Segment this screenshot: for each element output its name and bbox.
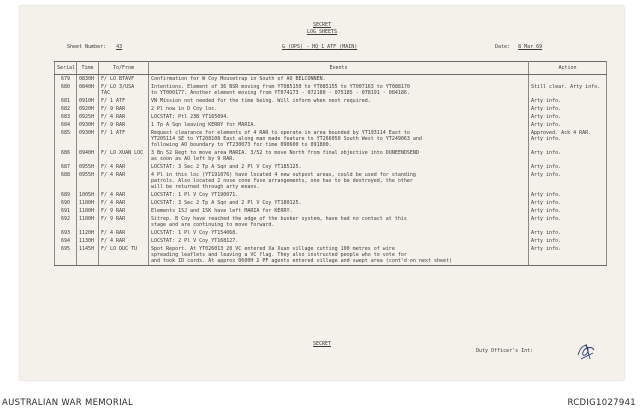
duty-officer-signature <box>575 341 597 361</box>
action-cell: Arty info. <box>529 191 607 199</box>
table-row <box>55 237 607 245</box>
archive-watermark: AUSTRALIAN WAR MEMORIAL <box>2 398 134 408</box>
table-row <box>55 97 607 105</box>
table-row <box>55 113 607 121</box>
table-row <box>55 229 607 237</box>
sheet-number-value: 43 <box>116 44 123 50</box>
to-from-cell: F/ 1 ATF <box>99 97 149 105</box>
record-id-watermark: RCDIG1027941 <box>567 398 636 408</box>
action-cell: Arty info. <box>529 229 607 237</box>
event-cell: Request clearance for elements of 4 RAR to operate in area bounded by YT193114 East to YT205114 SE to YT208108 East along man made feature to YT266050 South West to YT249063 and following AO boundary to YT230073 for time 090600 to 091800. <box>149 129 529 149</box>
table-row <box>55 105 607 113</box>
table-row <box>55 83 607 97</box>
classification-header: SECRET <box>312 22 332 28</box>
time-cell: 0930H <box>77 129 99 149</box>
table-header-row <box>55 62 607 75</box>
table-row <box>55 171 607 191</box>
event-cell: 3 Bn 52 Regt to move area MARIA. 3/52 to move North from final objective into DUNEENDSEND as soon as AO left by 9 RAR. <box>149 149 529 163</box>
event-cell: Elements 15J and 15K have left MARIA for KERRY. <box>149 207 529 215</box>
log-sheet-page <box>20 6 624 380</box>
serial-cell: 691 <box>55 207 77 215</box>
time-cell: 1130H <box>77 237 99 245</box>
event-cell: Confirmation for W Coy Mousetrap in South of AO BELCONNEN. <box>149 75 529 84</box>
time-cell: 0920H <box>77 105 99 113</box>
serial-cell: 686 <box>55 149 77 163</box>
table-row <box>55 149 607 163</box>
to-from-cell: F/ 9 RAR <box>99 105 149 113</box>
time-cell: 1100H <box>77 215 99 229</box>
to-from-cell: F/ 1 ATF <box>99 129 149 149</box>
event-cell: 1 Tp A Sqn leaving KERRY for MARIA. <box>149 121 529 129</box>
action-cell: Arty info. <box>529 97 607 105</box>
serial-cell: 688 <box>55 171 77 191</box>
to-from-cell: F/ LO DUC TU <box>99 245 149 266</box>
table-row <box>55 245 607 266</box>
to-from-cell: F/ 9 RAR <box>99 207 149 215</box>
log-table <box>54 61 607 266</box>
serial-cell: 682 <box>55 105 77 113</box>
time-cell: 0925H <box>77 113 99 121</box>
serial-cell: 693 <box>55 229 77 237</box>
table-row <box>55 199 607 207</box>
serial-cell: 685 <box>55 129 77 149</box>
event-cell: LOCSTAT: 3 Sec 2 Tp A Sqn and 2 Pl V Coy YT185125. <box>149 163 529 171</box>
to-from-cell: F/ 4 RAR <box>99 163 149 171</box>
table-row <box>55 121 607 129</box>
action-cell: Arty info. <box>529 207 607 215</box>
event-cell: VN Mission not needed for the time being. Will inform when next required. <box>149 97 529 105</box>
table-row <box>55 75 607 84</box>
time-cell: 1005H <box>77 191 99 199</box>
date-label: Date: <box>495 44 511 50</box>
event-cell: 2 Pl now in D Coy loc. <box>149 105 529 113</box>
to-from-cell: F/ 9 RAR <box>99 121 149 129</box>
serial-cell: 687 <box>55 163 77 171</box>
serial-cell: 689 <box>55 191 77 199</box>
action-cell: Arty info. <box>529 163 607 171</box>
column-header-events: Events <box>149 62 529 75</box>
sheet-number <box>67 45 122 51</box>
serial-cell: 679 <box>55 75 77 84</box>
time-cell: 0930H <box>77 121 99 129</box>
log-table-body <box>55 75 607 266</box>
event-cell: Spot Report. At YT026013 20 VC entered Xa Xuan village cutting 100 metres of wire spreading leaflets and leaving a VC flag. They also instructed people who to vote for and took ID cards. At approx 0600H 2 PF agents entered village and swept area (cont'd on next sheet) <box>149 245 529 266</box>
action-cell: Approved. Ack 4 RAR. Arty info. <box>529 129 607 149</box>
to-from-cell: F/ 4 RAR <box>99 113 149 121</box>
to-from-cell: F/ 4 RAR <box>99 191 149 199</box>
action-cell: Arty info. <box>529 121 607 129</box>
log-date <box>495 45 542 51</box>
action-cell: Arty info. <box>529 245 607 266</box>
table-row <box>55 129 607 149</box>
serial-cell: 690 <box>55 199 77 207</box>
column-header-time: Time <box>77 62 99 75</box>
sheet-number-label: Sheet Number: <box>67 44 107 50</box>
time-cell: 0910H <box>77 97 99 105</box>
time-cell: 1145H <box>77 245 99 266</box>
serial-cell: 694 <box>55 237 77 245</box>
action-cell: Arty info. <box>529 199 607 207</box>
to-from-cell: F/ 4 RAR <box>99 171 149 191</box>
column-header-action: Action <box>529 62 607 75</box>
action-cell: Arty info. <box>529 237 607 245</box>
action-cell: Still clear. Arty info. <box>529 83 607 97</box>
serial-cell: 680 <box>55 83 77 97</box>
time-cell: 0840H <box>77 83 99 97</box>
action-cell: Arty info. <box>529 215 607 229</box>
column-header-to-from: To/From <box>99 62 149 75</box>
serial-cell: 681 <box>55 97 77 105</box>
to-from-cell: F/ LO XUAN LOC <box>99 149 149 163</box>
action-cell: Arty info. <box>529 149 607 163</box>
to-from-cell: F/ 4 RAR <box>99 229 149 237</box>
to-from-cell: F/ 9 RAR <box>99 215 149 229</box>
serial-cell: 684 <box>55 121 77 129</box>
action-cell: Arty info. <box>529 113 607 121</box>
document-title: G (OPS) - HQ 1 ATF (MAIN) <box>282 44 358 50</box>
serial-cell: 695 <box>55 245 77 266</box>
action-cell <box>529 75 607 84</box>
action-cell: Arty info. <box>529 171 607 191</box>
duty-officer-label: Duty Officer's Int: <box>476 348 534 354</box>
event-cell: Sitrep. B Coy have reached the edge of the bunker system, have had no contact at this stage and are continuing to move forward. <box>149 215 529 229</box>
table-row <box>55 207 607 215</box>
event-cell: LOCSTAT: 2 Pl V Coy YT168127. <box>149 237 529 245</box>
column-header-serial: Serial <box>55 62 77 75</box>
time-cell: 1120H <box>77 229 99 237</box>
time-cell: 0955H <box>77 171 99 191</box>
time-cell: 0940H <box>77 149 99 163</box>
time-cell: 1100H <box>77 207 99 215</box>
serial-cell: 692 <box>55 215 77 229</box>
to-from-cell: F/ LO 3/USA TAC <box>99 83 149 97</box>
time-cell: 0955H <box>77 163 99 171</box>
event-cell: LOCSTAT: 3 Sec 2 Tp A Sqn and 2 Pl V Coy YT180125. <box>149 199 529 207</box>
event-cell: LOCSTAT: Ptl 23B YT165094. <box>149 113 529 121</box>
to-from-cell: F/ 4 RAR <box>99 199 149 207</box>
event-cell: 4 Pl in this loc (YT191076) have located 4 new outpost areas, could be used for standing patrols. Also located 2 nose cone fuse arrangements, one has to be destroyed, the other will be returned through arty means. <box>149 171 529 191</box>
table-row <box>55 191 607 199</box>
date-value: 8 Mar 69 <box>518 44 543 50</box>
table-row <box>55 215 607 229</box>
serial-cell: 683 <box>55 113 77 121</box>
event-cell: LOCSTAT: 1 Pl V Coy YT190071. <box>149 191 529 199</box>
action-cell: Arty info. <box>529 105 607 113</box>
event-cell: Intentions. Element of 36 BSR moving from YT085150 to YT085155 to YT007163 to YT088170 to YT000177. Another element moving from YT074173 - 072180 - 075185 - 078191 - 084186. <box>149 83 529 97</box>
to-from-cell: F/ 4 RAR <box>99 237 149 245</box>
time-cell: 1100H <box>77 199 99 207</box>
document-subtitle: LOG SHEETS <box>306 29 338 35</box>
table-row <box>55 163 607 171</box>
event-cell: LOCSTAT: 1 Pl V Coy YT154068. <box>149 229 529 237</box>
time-cell: 0830H <box>77 75 99 84</box>
classification-footer: SECRET <box>312 341 332 347</box>
to-from-cell: F/ LO BTAVF <box>99 75 149 84</box>
